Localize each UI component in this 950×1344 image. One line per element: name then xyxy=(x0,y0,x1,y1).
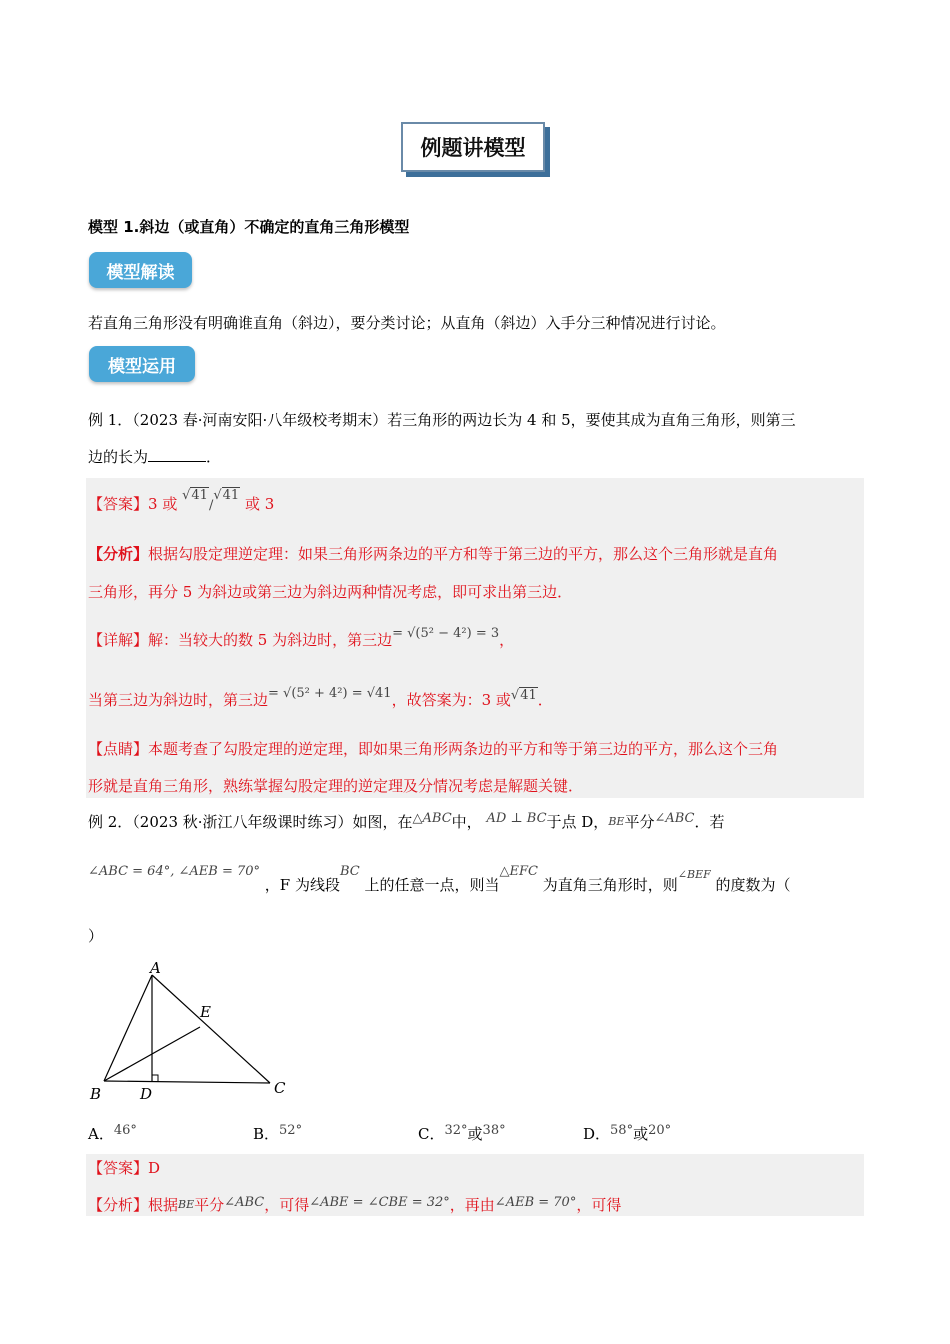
label-a: A xyxy=(150,959,161,977)
ex1-question-line2: 边的长为 ． xyxy=(88,448,222,466)
ex1-comment-line1: 【点睛】本题考查了勾股定理的逆定理，即如果三角形两条边的平方和等于第三边的平方，那么这个三角 xyxy=(88,740,779,758)
model-apply-badge: 模型运用 xyxy=(89,346,195,382)
label-e: E xyxy=(200,1003,211,1021)
label-c: C xyxy=(274,1079,286,1097)
segment-ac xyxy=(152,975,270,1083)
label-d: D xyxy=(140,1085,153,1103)
ex1-detail-line2: 当第三边为斜边时，第三边= √(5² + 4²) = √41，故答案为：3 或√41． xyxy=(88,686,553,709)
ex1-detail-line1: 【详解】解：当较大的数 5 为斜边时，第三边= √(5² − 4²) = 3， xyxy=(88,626,515,649)
sqrt-41-c: √41 xyxy=(510,688,537,703)
option-c[interactable]: C．32°或38° xyxy=(418,1123,506,1143)
ex2-answer: 【答案】D xyxy=(88,1159,161,1177)
ex2-question-line3: ） xyxy=(88,927,104,945)
ex1-analysis-line2: 三角形，再分 5 为斜边或第三边为斜边两种情况考虑，即可求出第三边． xyxy=(88,583,573,601)
ex2-analysis: 【分析】根据BE平分∠ABC，可得∠ABE = ∠CBE = 32°，再由∠AEB = 70°，可得 xyxy=(88,1195,622,1214)
option-a[interactable]: A．46° xyxy=(88,1123,137,1143)
model-title: 模型 1.斜边（或直角）不确定的直角三角形模型 xyxy=(88,218,410,236)
option-d[interactable]: D．58°或20° xyxy=(583,1123,672,1143)
sqrt-41-a: √41 xyxy=(182,488,208,503)
triangle-figure xyxy=(80,955,300,1105)
ex1-question-line1: 例 1．（2023 春·河南安阳·八年级校考期末）若三角形的两边长为 4 和 5，要使其成为直角三角形，则第三 xyxy=(88,411,796,429)
ex2-question-line1: 例 2．（2023 秋·浙江八年级课时练习）如图，在△ABC中， AD ⊥ BC于点 D，BE平分∠ABC．若 xyxy=(88,811,725,831)
right-angle-mark xyxy=(152,1075,158,1082)
segment-bc xyxy=(104,1081,270,1083)
interpret-text: 若直角三角形没有明确谁直角（斜边），要分类讨论；从直角（斜边）入手分三种情况进行讨论。 xyxy=(88,314,726,332)
segment-ab xyxy=(104,975,152,1081)
option-b[interactable]: B．52° xyxy=(253,1123,303,1143)
label-b: B xyxy=(90,1085,102,1103)
ex1-comment-line2: 形就是直角三角形，熟练掌握勾股定理的逆定理及分情况考虑是解题关键． xyxy=(88,777,584,795)
answer-blank xyxy=(148,447,206,462)
ex1-analysis-line1: 【分析】根据勾股定理逆定理：如果三角形两条边的平方和等于第三边的平方，那么这个三角形就是直角 xyxy=(88,545,779,563)
ex1-answer: 【答案】3 或 √41/√41 或 3 xyxy=(88,488,275,513)
ex2-question-line2: ∠ABC = 64°, ∠AEB = 70° ，F 为线段BC 上的任意一点，则当△EFC 为直角三角形时，则$^{\angle BEF}$ 的度数为（ xyxy=(88,864,791,894)
sqrt-41-b: √41 xyxy=(213,488,240,503)
model-interpret-badge: 模型解读 xyxy=(89,252,192,288)
section-title-box: 例题讲模型 xyxy=(401,122,545,172)
